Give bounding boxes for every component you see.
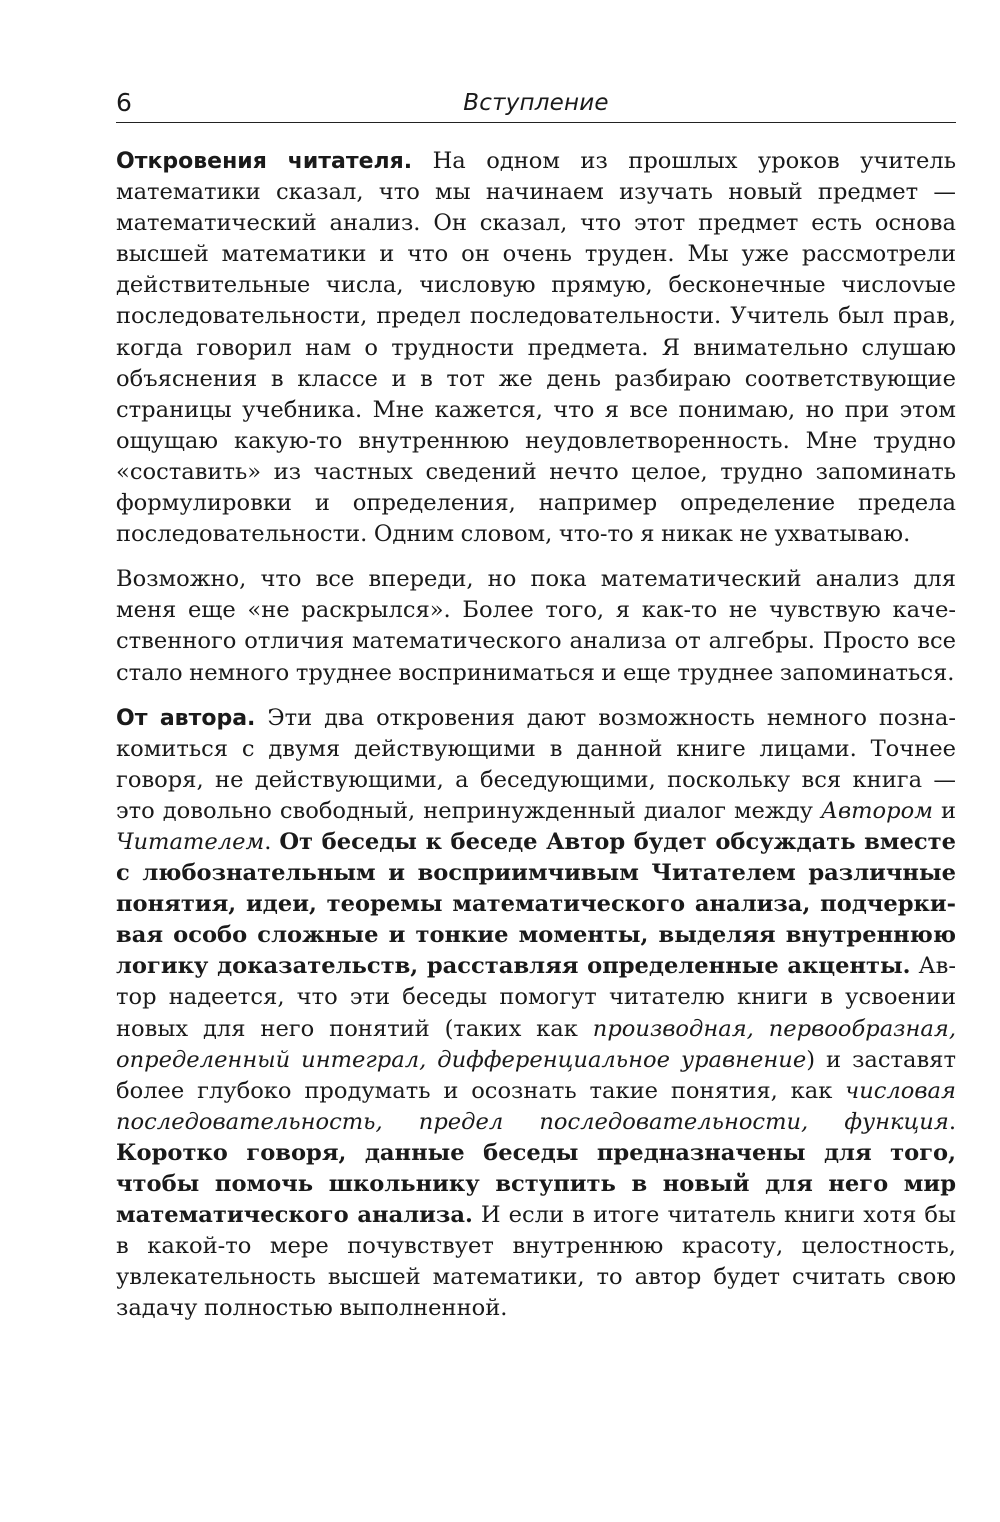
paragraph-label: От автора.: [116, 705, 256, 731]
body-text: [116, 146, 956, 1324]
paragraph-label: Откровения читателя.: [116, 149, 413, 174]
paragraph-text: Возможно, что все впереди, но пока математический анализ для меня еще «не раскрылся». Более того, я как-то не чувствую качественного отличия математического анализа от алгебры. Просто все стало немного труднее восприниматься и еще труднее запоминаться.: [116, 566, 956, 686]
text-run: ) и заставят более глубоко продумать и осознать такие понятия, как: [116, 1046, 956, 1104]
text-run: Автор надеется, что эти беседы помогут читателю книги в усвоении новых для него понятий (таких как: [116, 953, 956, 1042]
paragraph-text: На одном из прошлых уроков учитель математики сказал, что мы начинаем изучать новый предмет — математический анализ. Он сказал, что этот предмет есть основа высшей математики и что он очень труден. Мы уже рассмотрели действительные числа, числовую прямую, бесконечные числоvые последовательности, предел последовательности. Учитель был прав, когда говорил нам о трудности предмета. Я внимательно слушаю объяснения в классе и в тот же день разбираю соответствующие страницы учебника. Мне кажется, что я все понимаю, но при этом ощущаю какую-то внутреннюю неудовлетворенность. Мне трудно «составить» из частных сведений нечто целое, трудно запоминать формулировки и определения, например определение предела последовательности. Одним словом, что-то я никак не ухватываю.: [116, 148, 956, 548]
italic-term: Автором: [820, 797, 933, 824]
italic-term: производная, первообразная, определенный интеграл, дифференциальное уравнение: [116, 1015, 956, 1073]
bold-emphasis: От беседы к беседе Автор будет обсуждать вместе с любознательным и восприимчивым Читателем различные понятия, идеи, теоремы математического анализа, подчеркивая особо сложные и тонкие моменты, выделяя внутреннюю логику доказательств, расставляя определенные акценты.: [116, 828, 956, 980]
text-run: и: [932, 797, 956, 824]
text-run: .: [264, 828, 280, 855]
bold-emphasis: Коротко говоря, данные беседы предназначены для того, чтобы помочь школьнику вступить в новый для него мир математического анализа.: [116, 1139, 956, 1229]
paragraph-reader-continued: [116, 564, 956, 688]
italic-term: числовая последовательность, предел последовательности, функция: [116, 1077, 956, 1135]
running-header: [116, 88, 956, 123]
paragraph-from-author: [116, 703, 956, 1325]
section-title: Вступление: [463, 90, 609, 116]
text-run: Эти два откровения дают возможность немного познакомиться с двумя действующими в данной книге лицами. Точнее говоря, не действующими, а беседующими, поскольку вся книга — это довольно свободный, непринужденный диалог между: [116, 704, 956, 824]
page-number: 6: [116, 88, 132, 117]
paragraph-reader-revelations: [116, 146, 956, 550]
text-run: И если в итоге читатель книги хотя бы в какой-то мере почувствует внутреннюю красоту, целостность, увлекательность высшей математики, то автор будет считать свою задачу полностью выполненной.: [116, 1202, 956, 1322]
italic-term: Читателем: [116, 828, 265, 855]
text-run: .: [948, 1108, 956, 1135]
